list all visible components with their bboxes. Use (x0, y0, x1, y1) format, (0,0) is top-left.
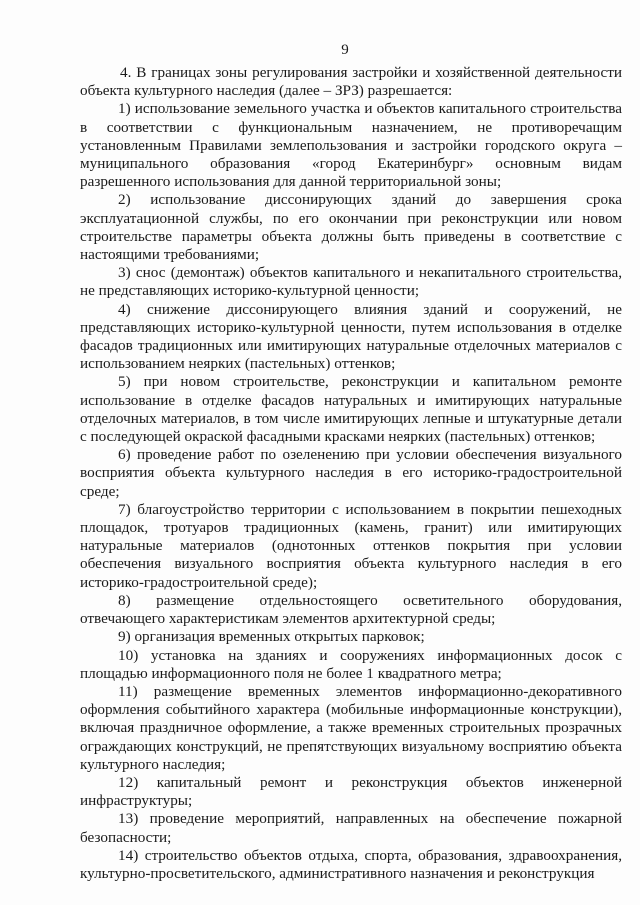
list-item: 4) снижение диссонирующего влияния зданий и сооружений, не представляющих историко-культурной ценности, путем использования в отделке фасадов традиционных или имитирующих натуральные отделочных материалов с использованием неярких (пастельных) оттенков; (80, 300, 622, 373)
list-item: 13) проведение мероприятий, направленных на обеспечение пожарной безопасности; (80, 810, 622, 846)
list-item: 11) размещение временных элементов информационно-декоративного оформления событийного характера (мобильные информационные конструкции), включая праздничное оформление, а также временных строительных прозрачных ограждающих конструкций, не препятствующих визуальному восприятию объекта культурного наследия; (80, 682, 622, 773)
list-item: 8) размещение отдельностоящего осветительного оборудования, отвечающего характеристикам элементов архитектурной среды; (80, 591, 622, 628)
list-item: 1) использование земельного участка и объектов капитального строительства в соответствии с функциональным назначением, не противоречащим установленным Правилами землепользования и застройки городского округа – муниципального образования «город Екатеринбург» основным видам разрешенного использования для данной территориальной зоны; (80, 100, 622, 191)
list-item: 12) капитальный ремонт и реконструкция объектов инженерной инфраструктуры; (80, 773, 622, 810)
list-item: 10) установка на зданиях и сооружениях информационных досок с площадью информационного поля не более 1 квадратного метра; (80, 646, 622, 682)
list-item: 3) снос (демонтаж) объектов капитального и некапитального строительства, не представляющих историко-культурной ценности; (80, 264, 622, 300)
list-item: 7) благоустройство территории с использованием в покрытии пешеходных площадок, тротуаров традиционных (камень, гранит) или имитирующих натуральные материалов (однотонных оттенков покрытия при условии обеспечения визуального восприятия объекта культурного наследия в его историко-градостроительной среде); (80, 500, 622, 591)
list-item: 2) использование диссонирующих зданий до завершения срока эксплуатационной службы, по его окончании при реконструкции или новом строительстве параметры объекта должны быть приведены в соответствие с настоящими требованиями; (80, 191, 622, 264)
page-number: 9 (341, 42, 349, 58)
list-item: 14) строительство объектов отдыха, спорта, образования, здравоохранения, культурно-просветительского, административного назначения и реконструкция (80, 846, 622, 882)
list-item: 6) проведение работ по озеленению при условии обеспечения визуального восприятия объекта культурного наследия в его историко-градостроительной среде; (80, 446, 622, 500)
list-item: 9) организация временных открытых парковок; (118, 628, 425, 646)
document-body (80, 64, 622, 883)
list-item: 5) при новом строительстве, реконструкции и капитальном ремонте использование в отделке фасадов натуральных и имитирующих натуральные отделочных материалов, в том числе имитирующих лепные и штукатурные детали с последующей окраской фасадными красками неярких (пастельных) оттенков; (80, 373, 622, 446)
section-intro: 4. В границах зоны регулирования застройки и хозяйственной деятельности объекта культурного наследия (далее – ЗРЗ) разрешается: (80, 64, 622, 100)
